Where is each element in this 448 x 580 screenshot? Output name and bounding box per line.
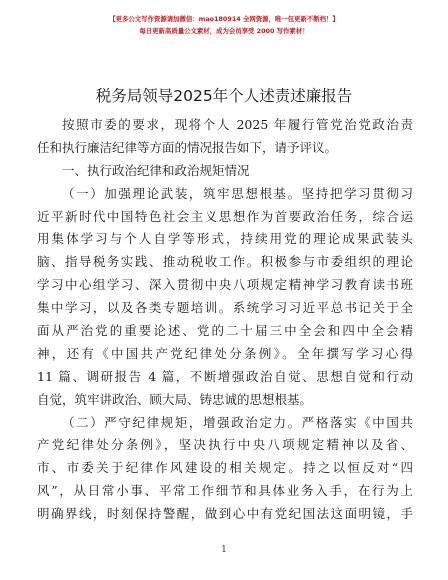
paragraph-line: 面从严治党的重要论述、党的二十届三中全会和四中全会精 (37, 323, 413, 339)
paragraph-line: 神，还有《中国共产党纪律处分条例》。全年撰写学习心得 (37, 345, 413, 361)
paragraph-line: 脑、指导税务实践、推动税收工作。积极参与市委组织的理论 (37, 254, 413, 270)
document-body (37, 114, 413, 526)
paragraph-line: 任和执行廉洁纪律等方面的情况报告如下，请予评议。 (37, 139, 338, 155)
paragraph-line: 自觉，筑牢讲政治、顾大局、铸忠诚的思想根基。 (37, 391, 313, 407)
paragraph-line: 明确界线，时刻保持警醒，做到心中有党纪国法这面明镜，手 (37, 506, 413, 522)
document-title: 税务局领导2025年个人述责述廉报告 (95, 87, 353, 105)
promo-banner-line-2: 每日更新高质量公文素材，成为会员享受 2000 写作素材！ (139, 27, 309, 35)
paragraph-line: 产党纪律处分条例》，坚决执行中央八项规定精神以及省、 (37, 437, 413, 453)
page-number: 1 (221, 545, 227, 555)
section-heading: 一、执行政治纪律和政治规矩情况 (62, 162, 250, 178)
paragraph-line: 集中学习，以及各类专题培训。系统学习习近平总书记关于全 (37, 300, 413, 316)
paragraph-line: 11 篇、调研报告 4 篇，不断增强政治自觉、思想自觉和行动 (37, 368, 413, 384)
paragraph-line: 近平新时代中国特色社会主义思想作为首要政治任务，综合运 (37, 208, 413, 224)
paragraph-line: 按照市委的要求，现将个人 2025 年履行管党治党政治责 (62, 117, 413, 132)
paragraph-line: 市、市委关于纪律作风建设的相关规定。持之以恒反对“四 (37, 460, 413, 476)
paragraph-line: （二）严守纪律规矩，增强政治定力。严格落实《中国共 (62, 414, 413, 430)
paragraph-line: 用集体学习与个人自学等形式，持续用党的理论成果武装头 (37, 231, 413, 247)
paragraph-line: 学习中心组学习、深入贯彻中央八项规定精神学习教育读书班 (37, 277, 413, 293)
promo-banner-line-1: 【更多公文写作资源请加微信：mao180914 全网资源，唯一包更新不断档！】 (109, 15, 339, 23)
paragraph-line: 风”，从日常小事、平常工作细节和具体业务入手，在行为上 (37, 483, 413, 499)
paragraph-line: （一）加强理论武装，筑牢思想根基。坚持把学习贯彻习 (62, 185, 413, 201)
